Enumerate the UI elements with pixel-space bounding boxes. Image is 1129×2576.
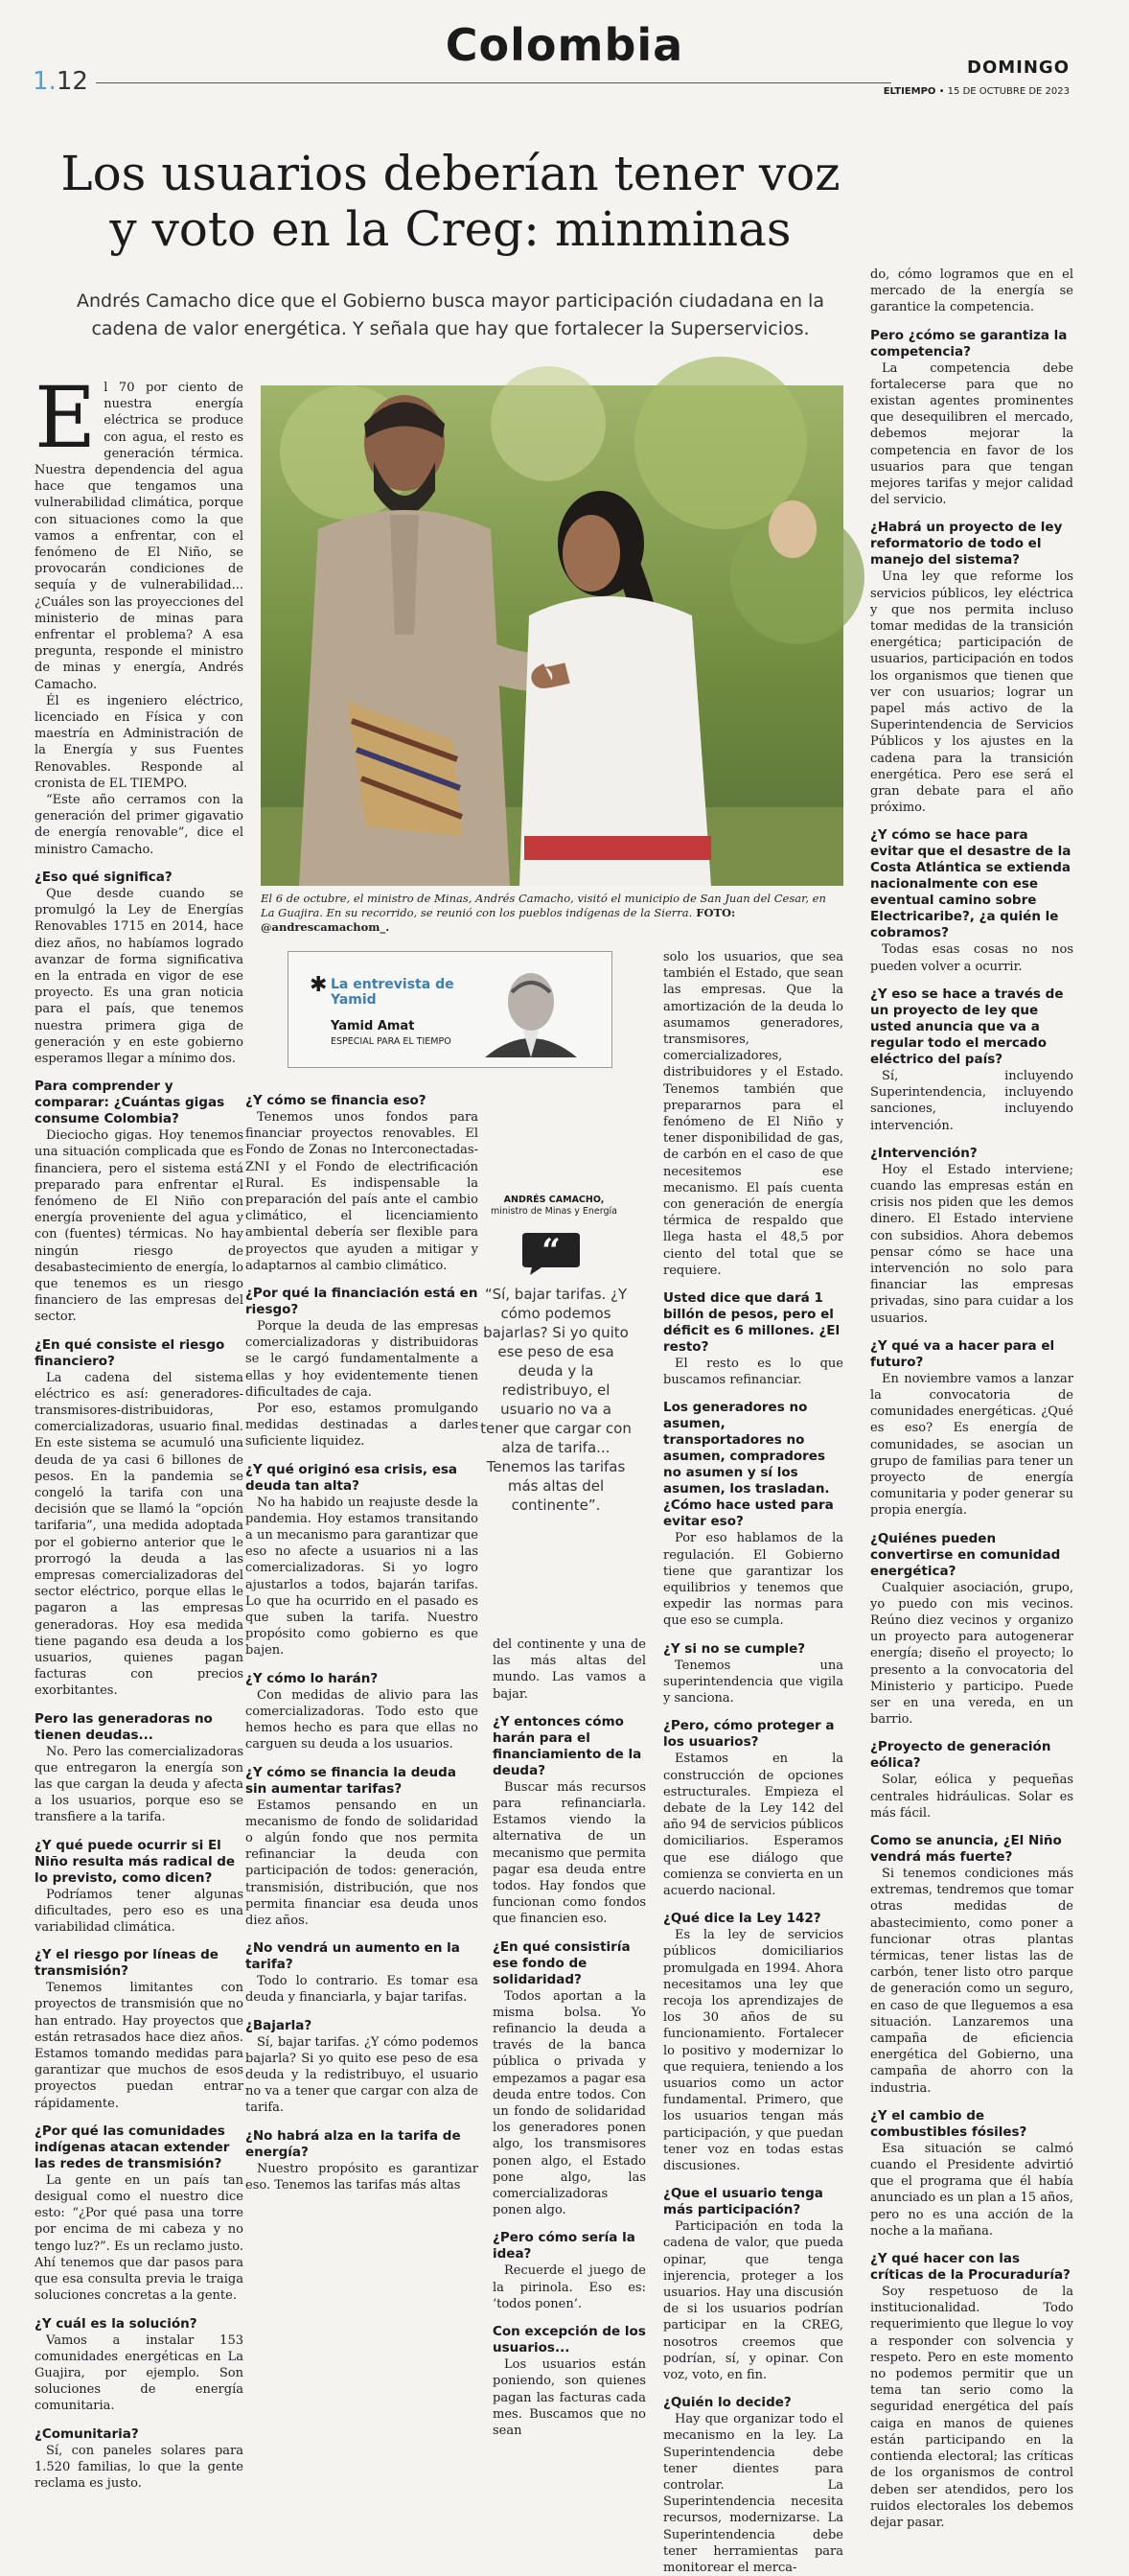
question: ¿Por qué las comunidades indígenas atacan extender las redes de transmisión? (35, 2123, 230, 2171)
answer: En noviembre vamos a lanzar la convocatoria de comunidades energéticas. ¿Qué es eso? Es energía de comunidades, se asocian un grupo de familias para tener un proyecto de energía comunitaria y poder generar su propia energía. (870, 1371, 1073, 1519)
question: ¿Habrá un proyecto de ley reformatorio de todo el manejo del sistema? (870, 520, 1063, 569)
column-4 (870, 267, 1073, 2530)
answer: Todas esas cosas no nos pueden volver a ocurrir. (870, 942, 1073, 974)
photo-caption: El 6 de octubre, el ministro de Minas, Andrés Camacho, visitó el municipio de San Juan del Cesar, en La Guajira. En su recorrido, se reunió con los pueblos indígenas de la Sierra. FOTO: @andrescamachom_. (261, 892, 826, 934)
page-number-value: 12 (56, 67, 88, 96)
question: ¿Y entonces cómo harán para el financiamiento de la deuda? (493, 1713, 642, 1778)
intro-paragraph: El 70 por ciento de nuestra energía eléctrica se produce con agua, el resto es generación térmica. Nuestra dependencia del agua hace que tengamos una vulnerabilidad climática, porque con situaciones como la que vamos a enfrentar, con el fenómeno de El Niño, se provocarán condiciones de sequía y de vulnerabilidad... ¿Cuáles son las proyecciones del ministerio de minas para enfrentar el problema? A esa pregunta, responde el ministro de minas y energía, Andrés Camacho. (35, 368, 243, 692)
answer: Los usuarios están poniendo, son quienes pagan las facturas cada mes. Buscamos que no sean (493, 2357, 646, 2438)
column-3 (663, 949, 843, 2576)
answer: No ha habido un reajuste desde la pandemia. Hoy estamos transitando a un mecanismo para garantizar que eso no afecte a usuarios ni a las comercializadoras. Si yo logro ajustarlos a todos, bajarán tarifas. Lo que ha ocurrido en el pasado es que suben la tarifa. Nuestro propósito como gobierno es que bajen. (245, 1495, 478, 1659)
answer: El resto es lo que buscamos refinanciar. (663, 1357, 843, 1388)
question: ¿Qué dice la Ley 142? (663, 1911, 821, 1927)
deck: Andrés Camacho dice que el Gobierno busca mayor participación ciudadana en la cadena de valor energética. Y señala que hay que fortalecer la Superservicios. (77, 290, 824, 339)
question: Como se anuncia, ¿El Niño vendrá más fuerte? (870, 1833, 1062, 1865)
pull-quote-name: ANDRÉS CAMACHO, (503, 1195, 605, 1205)
photo-illustration (261, 385, 843, 886)
answer: Vamos a instalar 153 comunidades energéticas en La Guajira, por ejemplo. Son soluciones de energía comunitaria. (35, 2332, 243, 2414)
answer: del continente y una de las más altas del mundo. Las vamos a bajar. (493, 1637, 646, 1702)
pull-quote-title: ministro de Minas y Energía (490, 1206, 618, 1217)
question: ¿Quiénes pueden convertirse en comunidad energética? (870, 1530, 1061, 1579)
answer: Participación en toda la cadena de valor, que pueda opinar, que tenga injerencia, proteger a los usuarios. Hay una discusión de si los usuarios podrían participar en la CREG, nosotros creemos que podrían, sí, y opinar. Con voz, voto, en fin. (663, 2219, 843, 2382)
answer: No. Pero las comercializadoras que entregaron la energía son las que cargan la deuda y afecta a los usuarios, porque eso se transfiere a la tarifa. (35, 1744, 243, 1825)
answer: solo los usuarios, que sea también el Estado, que sean las empresas. Que la amortización de la deuda lo asumamos generadores, transmisores, comercializadores, distribuidores y el Estado. Tenemos también que prepararnos para el fenómeno de El Niño y tener disponibilidad de gas, de carbón en el caso de que necesitemos ese mecanismo. El país cuenta con generación de energía térmica de respaldo que llega hasta el 48,5 por ciento del total que se requiere. (663, 950, 843, 1278)
question: ¿No vendrá un aumento en la tarifa? (245, 1940, 460, 1973)
page-prefix: 1. (33, 67, 57, 96)
pull-quote-attribution (487, 1195, 621, 1218)
svg-text:“: “ (541, 1232, 561, 1270)
answer: Estamos pensando en un mecanismo de fondo de solidaridad o algún fondo que nos permita refinanciar la deuda con participación de todos: generación, transmisión, distribución, que nos permita financiar esa deuda unos diez años. (245, 1798, 478, 1928)
question: ¿En qué consiste el riesgo financiero? (35, 1336, 225, 1369)
question: ¿Y qué va a hacer para el futuro? (870, 1337, 1055, 1370)
paragraph: “Este año cerramos con la generación del primer gigavatio de energía renovable”, dice el ministro Camacho. (35, 793, 243, 857)
section-title: Colombia (445, 19, 684, 71)
answer: Hay que organizar todo el mecanismo en la ley. La Superintendencia debe tener dientes para controlar. La Superintendencia necesita recursos, modernizarse. La Superintendencia debe tener herramientas para monitorear el merca- (663, 2412, 843, 2576)
answer: Solar, eólica y pequeñas centrales hidráulicas. Solar es más fácil. (870, 1773, 1073, 1821)
page-number (33, 67, 88, 96)
answer: Sí, bajar tarifas. ¿Y cómo podemos bajarla? Si yo quito ese peso de esa deuda y la redistribuyo, el usuario no va a tener que cargar con alza de tarifa. (245, 2034, 478, 2116)
article-photo (261, 385, 843, 886)
star-icon: ✱ (310, 973, 328, 997)
answer: Sí, con paneles solares para 1.520 familias, lo que la gente reclama es justo. (35, 2443, 243, 2491)
interviewer-portrait (466, 962, 595, 1057)
question: ¿Y el riesgo por líneas de transmisión? (35, 1947, 219, 1980)
interviewer-name: Yamid Amat (331, 1019, 415, 1033)
answer: Todo lo contrario. Es tomar esa deuda y financiarla, y bajar tarifas. (245, 1974, 478, 2006)
paragraph: Él es ingeniero eléctrico, licenciado en Física y con maestría en Administración de la Energía y sus Fuentes Renovables. Responde al cronista de EL TIEMPO. (35, 693, 243, 791)
column-3-lower (493, 1636, 646, 2438)
question: ¿Y cómo se financia la deuda sin aumentar tarifas? (245, 1764, 456, 1797)
answer: Esa situación se calmó cuando el Presidente advirtió que el programa que él había anunciado es un plan a 15 años, pero no es una acción de la noche a la mañana. (870, 2141, 1073, 2239)
question: ¿Pero cómo sería la idea? (493, 2230, 635, 2263)
answer: Estamos en la construcción de opciones estructurales. Empieza el debate de la Ley 142 del año 94 de servicios públicos domiciliarios. Esperamos que ese diálogo que comienza se convierta en un acuerdo nacional. (663, 1752, 843, 1898)
answer: Por eso hablamos de la regulación. El Gobierno tiene que garantizar los equilibrios y tenemos que expedir las normas para que eso se cumpla. (663, 1531, 843, 1629)
answer: La competencia debe fortalecerse para que no existan agentes prominentes que desequilibren el mercado, debemos mejorar la competencia en favor de los usuarios para que tengan mejores tarifas y mejor calidad del servicio. (870, 360, 1073, 508)
answer: Sí, incluyendo Superintendencia, incluyendo sanciones, incluyendo intervención. (870, 1068, 1073, 1133)
answer: Que desde cuando se promulgó la Ley de Energías Renovables 1715 en 2014, hace diez años, no habíamos logrado avanzar de forma significativa en la entrada en vigor de ese proyecto. Es una gran noticia para el país, que tenemos nuestra primera giga de generación y en este gobierno esperamos llegar a mínimo dos. (35, 886, 243, 1066)
interview-label: La entrevista de Yamid (331, 977, 454, 1008)
photo-credit: FOTO: @andrescamachom_. (261, 906, 736, 934)
answer: Una ley que reforme los servicios públicos, ley eléctrica y que nos permita incluso tomar medidas de la transición energética; participación de usuarios, participación en todos los organismos que tienen que ver con usuarios; lograr un papel más activo de la Superintendencia de Servicios Públicos y los ajustes en la cadena para la transición energética. Pero ese será el gran debate para el año próximo. (870, 569, 1073, 816)
headline: Los usuarios deberían tener voz y voto en la Creg: minminas (60, 146, 841, 257)
day-label: DOMINGO (967, 58, 1070, 78)
answer: Dieciocho gigas. Hoy tenemos una situación complicada que es financiera, pero el sistema está preparado para enfrentar el fenómeno de El Niño con energía proveniente del agua y con (fuentes) térmicas. No hay ningún riesgo de desabastecimiento de energía, lo que tenemos es un riesgo financiero de las empresas del sector. (35, 1128, 243, 1325)
question: Los generadores no asumen, transportadores no asumen, compradores no asumen y sí los asumen, los trasladan. ¿Cómo hace usted para evitar eso? (663, 1400, 834, 1530)
interviewer-role: ESPECIAL PARA EL TIEMPO (331, 1036, 451, 1047)
answer: Si tenemos condiciones más extremas, tendremos que tomar otras medidas de abastecimiento, como poner a funcionar otras plantas térmicas, tener listas las de carbón, tener listo otro parque de generación como un seguro, en caso de que lleguemos a esa situación. Lanzaremos una campaña de eficiencia energética del Gobierno, una campaña de ahorro con la industria. (870, 1867, 1073, 2096)
answer: Tenemos unos fondos para financiar proyectos renovables. El Fondo de Zonas no Interconectadas-ZNI y el Fondo de electrificación Rural. Es indispensable la preparación del país ante el cambio climático, el licenciamiento ambiental debería ser flexible para proyectos que ayuden a mitigar y adaptarnos al cambio climático. (245, 1110, 478, 1273)
date-text: • 15 DE OCTUBRE DE 2023 (935, 86, 1070, 97)
answer: Todos aportan a la misma bolsa. Yo refinancio la deuda a través de la banca pública o privada y empezamos a pagar esa deuda entre todos. Con un fondo de solidaridad los generadores ponen algo, los transmisores ponen algo, el Estado pone algo, las comercializadoras ponen algo. (493, 1988, 646, 2218)
column-2 (245, 1093, 478, 2193)
question: ¿En qué consistiría ese fondo de solidaridad? (493, 1938, 631, 1987)
answer: do, cómo logramos que en el mercado de la energía se garantice la competencia. (870, 267, 1073, 315)
question: ¿Pero, cómo proteger a los usuarios? (663, 1718, 835, 1751)
answer: Buscar más recursos para refinanciarla. Estamos viendo la alternativa de un mecanismo que permita pagar esa deuda entre todos. Hay fondos que funcionan como fondos que financien eso. (493, 1779, 646, 1927)
question: ¿Y cuál es la solución? (35, 2315, 197, 2332)
question: ¿Por qué la financiación está en riesgo? (245, 1286, 478, 1318)
question: ¿Quién lo decide? (663, 2395, 792, 2411)
publication-date (884, 86, 1070, 97)
question: ¿Y cómo se financia eso? (245, 1093, 426, 1108)
answer: Porque la deuda de las empresas comercializadoras y distribuidoras se le cargó fundamentalmente a ellas y hoy evidentemente tienen dificultades de caja. (245, 1319, 478, 1400)
question: ¿Intervención? (870, 1145, 978, 1161)
question: ¿Y qué puede ocurrir si El Niño resulta más radical de lo previsto, como dicen? (35, 1837, 236, 1886)
question: Pero ¿cómo se garantiza la competencia? (870, 327, 1068, 360)
answer: Tenemos una superintendencia que vigila y sanciona. (663, 1658, 843, 1706)
answer: Con medidas de alivio para las comercializadoras. Todo esto que hemos hecho es para que ellas no carguen su deuda a los usuarios. (245, 1687, 478, 1752)
answer: Podríamos tener algunas dificultades, pero eso es una variabilidad climática. (35, 1887, 243, 1936)
answer: Soy respetuoso de la institucionalidad. Todo requerimiento que llegue lo voy a responder con solvencia y respeto. Pero en este momento no podemos permitir que un tema tan serio como la seguridad energética del país caiga en manos de quienes están participando en la contienda electoral; las críticas de los organismos de control deben ser atendidos, pero los ruidos electorales los debemos dejar pasar. (870, 2285, 1073, 2530)
question: ¿Proyecto de generación eólica? (870, 1739, 1051, 1772)
question: ¿Eso qué significa? (35, 869, 173, 885)
question: Usted dice que dará 1 billón de pesos, pero el déficit es 6 millones. ¿El resto? (663, 1290, 841, 1356)
question: ¿Y eso se hace a través de un proyecto de ley que usted anuncia que va a regular todo el mercado eléctrico del país? (870, 986, 1064, 1067)
question: ¿Y qué hacer con las críticas de la Procuraduría? (870, 2251, 1071, 2284)
question: ¿Bajarla? (245, 2017, 312, 2033)
interview-box (288, 951, 612, 1068)
question: ¿Y cómo se hace para evitar que el desastre de la Costa Atlántica se extienda nacionalmente con ese eventual camino sobre Electricaribe?, ¿a quién le cobramos? (870, 827, 1071, 941)
answer: Nuestro propósito es garantizar eso. Tenemos las tarifas más altas (245, 2161, 478, 2193)
answer: La cadena del sistema eléctrico es así: generadores-transmisores-distribuidoras, comercializadoras, usuario final. En este sistema se acumuló una deuda de ya casi 6 billones de pesos. En la pandemia se congeló la tarifa con una decisión que se llamó la “opción tarifaria”, una medida adoptada por el gobierno anterior que le prorrogó la deuda a las empresas comercializadoras del sector eléctrico, porque ellas le pagaron a las empresas generadoras. Hoy esa medida tiene pagando esa deuda a los usuarios, quienes pagan facturas con precios exorbitantes. (35, 1370, 243, 1699)
header-rule (96, 82, 891, 83)
quote-icon (522, 1229, 580, 1275)
answer: Hoy el Estado interviene; cuando las empresas están en crisis nos piden que les demos dinero. El Estado interviene con subsidios. Ahora debemos pensar cómo se hace una intervención no solo para financiar las empresas privadas, sino para cuidar a los usuarios. (870, 1162, 1073, 1326)
question: ¿No habrá alza en la tarifa de energía? (245, 2127, 461, 2160)
answer: Recuerde el juego de la pirinola. Eso es: ‘todos ponen’. (493, 2263, 646, 2311)
answer: Cualquier asociación, grupo, yo puedo con mis vecinos. Reúno diez vecinos y organizo un proyecto para autogenerar energía; diseño el proyecto; lo presento a la convocatoria del Ministerio y participo. Puede ser en una vereda, en un barrio. (870, 1580, 1073, 1728)
question: ¿Y qué originó esa crisis, esa deuda tan alta? (245, 1461, 457, 1494)
answer: Tenemos limitantes con proyectos de transmisión que no han entrado. Hay proyectos que están retrasados hace diez años. Estamos tomando medidas para garantizar que muchos de esos proyectos puedan entrar rápidamente. (35, 1981, 243, 2111)
column-1 (35, 368, 243, 2491)
question: Para comprender y comparar: ¿Cuántas gigas consume Colombia? (35, 1079, 225, 1127)
answer: Es la ley de servicios públicos domiciliarios promulgada en 1994. Ahora necesitamos una ley que recoja los aprendizajes de los 30 años de su funcionamiento. Fortalecer lo positivo y modernizar lo que requiera, teniendo a los usuarios como un actor fundamental. Primero, que los usuarios tengan más participación, y que puedan tener voz en todas estas discusiones. (663, 1928, 843, 2173)
question: ¿Y si no se cumple? (663, 1640, 806, 1657)
question: ¿Y cómo lo harán? (245, 1670, 379, 1686)
answer: Por eso, estamos promulgando medidas destinadas a darles suficiente liquidez. (245, 1402, 478, 1450)
question: Pero las generadoras no tienen deudas... (35, 1710, 213, 1743)
question: ¿Que el usuario tenga más participación? (663, 2186, 823, 2218)
answer: La gente en un país tan desigual como el nuestro dice esto: “¿Por qué pasa una torre por encima de mi cabeza y no tengo luz?”. Es un reclamo justo. Ahí tenemos que dar pasos para que esa consulta previa le traiga soluciones concretas a la gente. (35, 2172, 243, 2304)
question: ¿Comunitaria? (35, 2425, 139, 2442)
pull-quote-text: “Sí, bajar tarifas. ¿Y cómo podemos bajarlas? Si yo quito ese peso de esa deuda y la redistribuyo, el usuario no va a tener que cargar con alza de tarifa... Tenemos las tarifas más altas del continente”. (480, 1286, 632, 1514)
paper-name: ELTIEMPO (883, 86, 936, 97)
question: ¿Y el cambio de combustibles fósiles? (870, 2107, 1027, 2140)
question: Con excepción de los usuarios... (493, 2324, 646, 2356)
drop-cap: E (35, 368, 97, 467)
